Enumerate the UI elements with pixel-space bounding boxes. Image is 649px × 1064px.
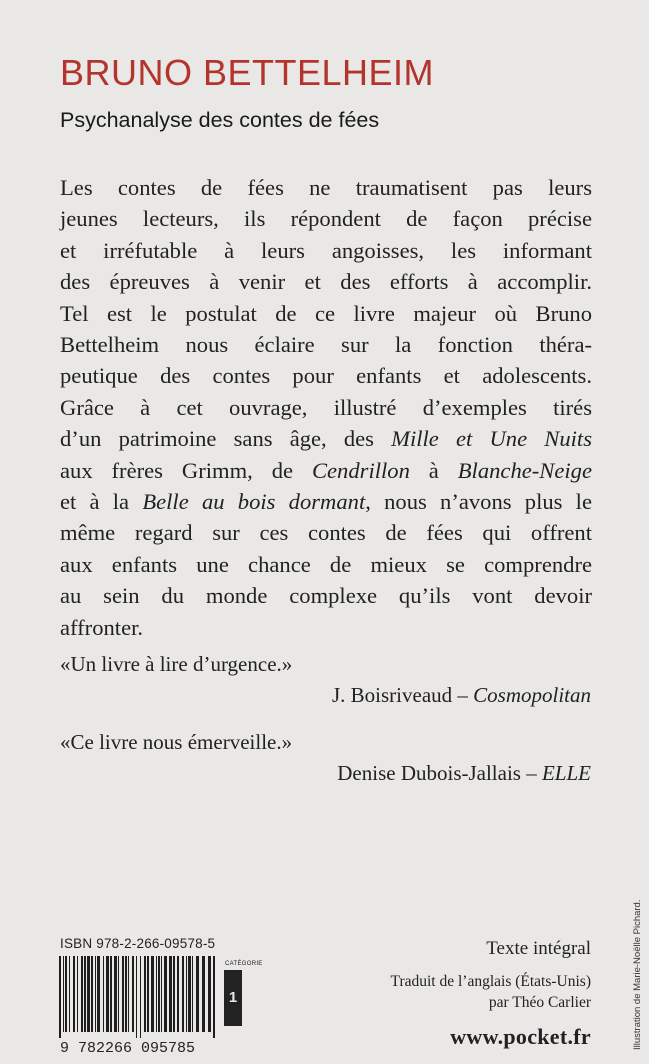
translation-line-1: Traduit de l’anglais (États-Unis) [390, 973, 591, 990]
category-value: 1 [228, 989, 238, 1006]
blurb-text: et à la [60, 489, 143, 515]
blurb-line [60, 203, 592, 234]
blurb-line [60, 423, 592, 454]
blurb-line [60, 266, 592, 297]
category-logo [224, 970, 242, 1026]
barcode [58, 956, 218, 1038]
blurb-text: , nous n’avons plus le [365, 489, 592, 515]
review-source-2: ELLE [541, 761, 591, 785]
barcode-bar [202, 956, 205, 1032]
review-attribution-1 [332, 683, 591, 708]
translation-line-2: par Théo Carlier [488, 994, 591, 1011]
blurb-line [60, 486, 592, 517]
blurb-text: à [409, 457, 458, 483]
blurb-italic-title: Blanche-Neige [457, 457, 592, 483]
barcode-bar [140, 956, 141, 1038]
blurb-line [60, 392, 592, 423]
blurb-text: d’un patrimoine sans âge, des [60, 426, 392, 452]
blurb-line [60, 360, 592, 391]
blurb-text: jeunes lecteurs, ils répondent de façon précise [60, 206, 592, 232]
barcode-bar [106, 956, 109, 1032]
barcode-bar [208, 956, 211, 1032]
book-title: Psychanalyse des contes de fées [60, 108, 380, 132]
barcode-bar [63, 956, 64, 1032]
barcode-bar [144, 956, 146, 1032]
blurb-text: aux frères Grimm, de [60, 457, 312, 483]
review-quote-2: «Ce livre nous émerveille.» [60, 730, 293, 754]
blurb-text: des épreuves à venir et des efforts à accomplir. [60, 269, 592, 295]
author-name: BRUNO BETTELHEIM [60, 52, 435, 93]
barcode-bar [169, 956, 172, 1032]
barcode-bar [158, 956, 160, 1032]
blurb-line [60, 612, 592, 643]
blurb-line [60, 517, 592, 548]
barcode-bar [136, 956, 137, 1038]
blurb-text: même regard sur ces contes de fées qui offrent [60, 520, 592, 546]
barcode-bar [84, 956, 86, 1032]
blurb-text: au sein du monde complexe qu’ils vont devoir [60, 583, 592, 609]
barcode-bar [151, 956, 154, 1032]
blurb-text: Tel est le postulat de ce livre majeur où Bruno [60, 300, 592, 326]
illustration-credit: Illustration de Marie-Noëlle Pichard. [632, 899, 643, 1050]
barcode-bar [114, 956, 117, 1032]
barcode-digits: 9 782266 095785 [60, 1040, 196, 1057]
barcode-bar [110, 956, 112, 1032]
barcode-bar [87, 956, 90, 1032]
barcode-bar [118, 956, 119, 1032]
barcode-bar [161, 956, 162, 1032]
edition-label: Texte intégral [486, 938, 591, 959]
blurb-line [60, 298, 592, 329]
barcode-bar [77, 956, 78, 1032]
barcode-bar [73, 956, 75, 1032]
review-quote-1: «Un livre à lire d’urgence.» [60, 652, 293, 676]
barcode-bar [186, 956, 187, 1032]
publisher-website: www.pocket.fr [450, 1024, 591, 1049]
barcode-bar [65, 956, 67, 1032]
barcode-bar [103, 956, 104, 1032]
blurb-line [60, 455, 592, 486]
barcode-bar [69, 956, 70, 1032]
barcode-bar [147, 956, 149, 1032]
blurb-line [60, 329, 592, 360]
blurb-italic-title: Belle au bois dormant [142, 489, 366, 515]
barcode-bar [192, 956, 193, 1032]
blurb-text: Les contes de fées ne traumatisent pas leurs [60, 175, 592, 200]
barcode-bar [125, 956, 127, 1032]
barcode-bar [196, 956, 199, 1032]
blurb-text: affronter. [60, 614, 144, 640]
blurb-text: peutique des contes pour enfants et adolescents. [60, 363, 592, 389]
barcode-bar [122, 956, 124, 1032]
barcode-bar [81, 956, 83, 1032]
barcode-bar [91, 956, 93, 1032]
barcode-bar [59, 956, 61, 1038]
barcode-bar [132, 956, 134, 1032]
blurb-line [60, 172, 592, 203]
barcode-bar [128, 956, 129, 1032]
blurb-text: Bettelheim nous éclaire sur la fonction théra- [60, 332, 592, 358]
barcode-bar [97, 956, 100, 1032]
review-author-2: Denise Dubois-Jallais – [337, 761, 542, 785]
review-author-1: J. Boisriveaud – [331, 683, 474, 707]
review-attribution-2 [337, 761, 591, 786]
isbn-text: ISBN 978-2-266-09578-5 [60, 936, 216, 951]
blurb-text: Grâce à cet ouvrage, illustré d’exemples tirés [60, 394, 592, 420]
blurb-line [60, 235, 592, 266]
barcode-bar [173, 956, 175, 1032]
barcode-bar [156, 956, 157, 1032]
blurb-line [60, 580, 592, 611]
barcode-bar [95, 956, 96, 1032]
blurb-paragraph [60, 172, 592, 643]
blurb-italic-title: Mille et Une Nuits [391, 426, 592, 452]
barcode-bar [213, 956, 215, 1038]
blurb-line [60, 549, 592, 580]
barcode-bar [188, 956, 191, 1032]
barcode-bar [164, 956, 167, 1032]
category-label: CATÉGORIE [225, 961, 263, 967]
blurb-text: et irréfutable à leurs angoisses, les informant [60, 237, 592, 263]
blurb-text: aux enfants une chance de mieux se comprendre [60, 551, 592, 577]
barcode-bar [177, 956, 179, 1032]
review-source-1: Cosmopolitan [473, 683, 591, 707]
blurb-italic-title: Cendrillon [311, 457, 410, 483]
barcode-bar [182, 956, 184, 1032]
